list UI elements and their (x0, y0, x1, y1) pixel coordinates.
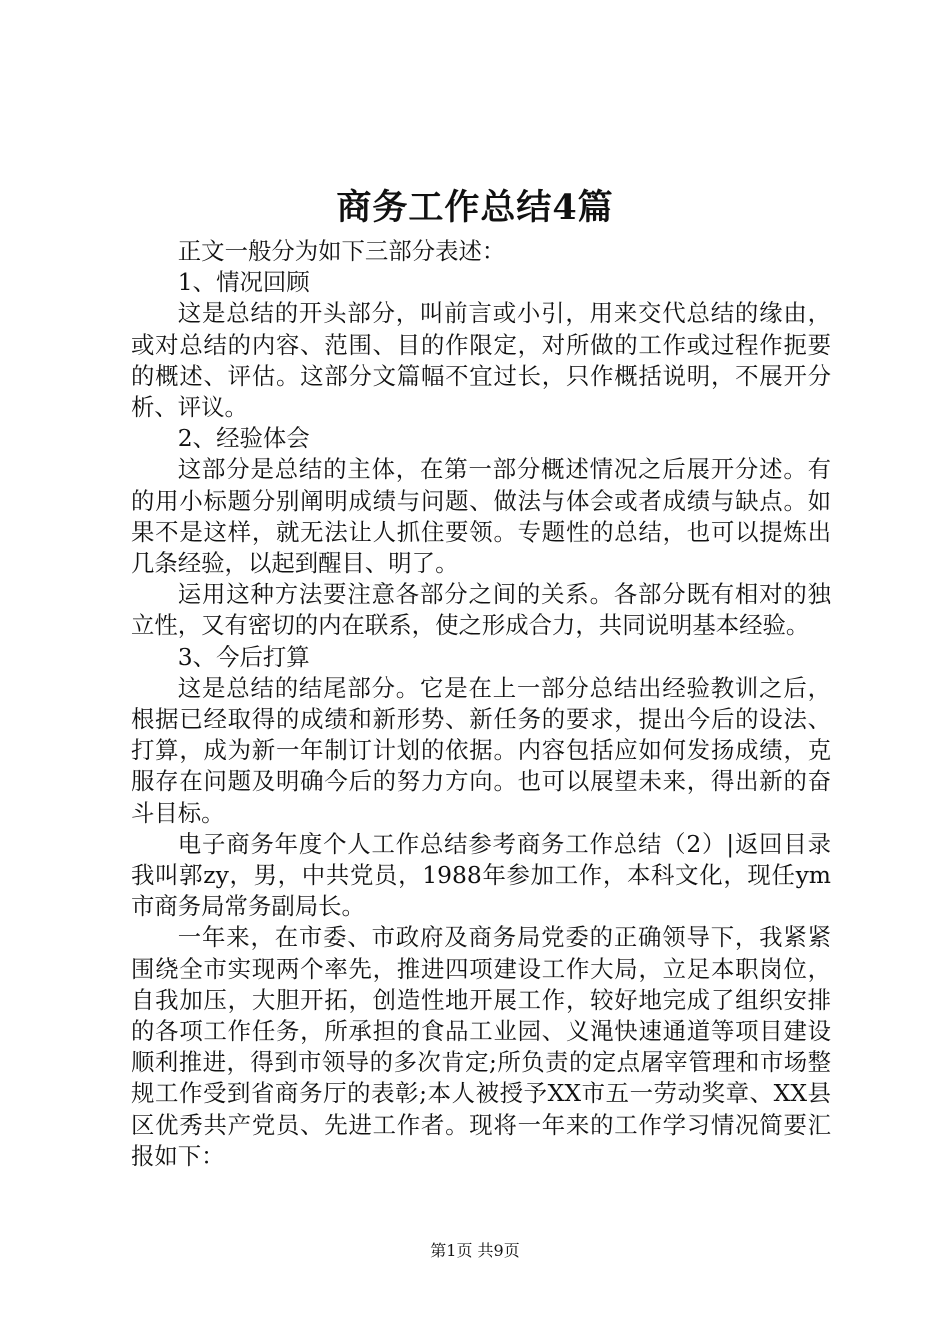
heading-situation-review: 1、情况回顾 (177, 268, 310, 297)
document-title: 商务工作总结4篇 (336, 187, 614, 228)
paragraph-future-plans: 这是总结的结尾部分。它是在上一部分总结出经验教训之后，根据已经取得的成绩和新形势、新任务的要求，提出今后的设法、打算，成为新一年制订计划的依据。内容包括应如何发扬成绩，克服存在问题及明确今后的努力方向。也可以展望未来，得出新的奋斗目标。 (131, 673, 831, 827)
paragraph-method: 运用这种方法要注意各部分之间的关系。各部分既有相对的独立性，又有密切的内在联系，使之形成合力，共同说明基本经验。 (131, 580, 831, 640)
heading-experience: 2、经验体会 (177, 424, 310, 453)
paragraph-personal-summary-intro: 电子商务年度个人工作总结参考商务工作总结（2）|返回目录我叫郭zy，男，中共党员，1988年参加工作，本科文化，现任ym市商务局常务副局长。 (131, 829, 831, 921)
paragraph-experience: 这部分是总结的主体，在第一部分概述情况之后展开分述。有的用小标题分别阐明成绩与问题、做法与体会或者成绩与缺点。如果不是这样，就无法让人抓住要领。专题性的总结，也可以提炼出几条经验，以起到醒目、明了。 (131, 455, 831, 578)
paragraph-intro: 正文一般分为如下三部分表述： (177, 237, 506, 265)
page-footer: 第1页 共9页 (430, 1241, 520, 1260)
heading-future-plans: 3、今后打算 (177, 642, 310, 671)
paragraph-year-review: 一年来，在市委、市政府及商务局党委的正确领导下，我紧紧围绕全市实现两个率先，推进四项建设工作大局，立足本职岗位，自我加压，大胆开拓，创造性地开展工作，较好地完成了组织安排的各项工作任务，所承担的食品工业园、义渑快速通道等项目建设顺利推进，得到市领导的多次肯定;所负责的定点屠宰管理和市场整规工作受到省商务厅的表彰;本人被授予XX市五一劳动奖章、XX县区优秀共产党员、先进工作者。现将一年来的工作学习情况简要汇报如下： (131, 923, 831, 1170)
document-body (131, 236, 831, 1172)
paragraph-situation-review: 这是总结的开头部分，叫前言或小引，用来交代总结的缘由，或对总结的内容、范围、目的作限定，对所做的工作或过程作扼要的概述、评估。这部分文篇幅不宜过长，只作概括说明，不展开分析、评议。 (131, 299, 831, 422)
